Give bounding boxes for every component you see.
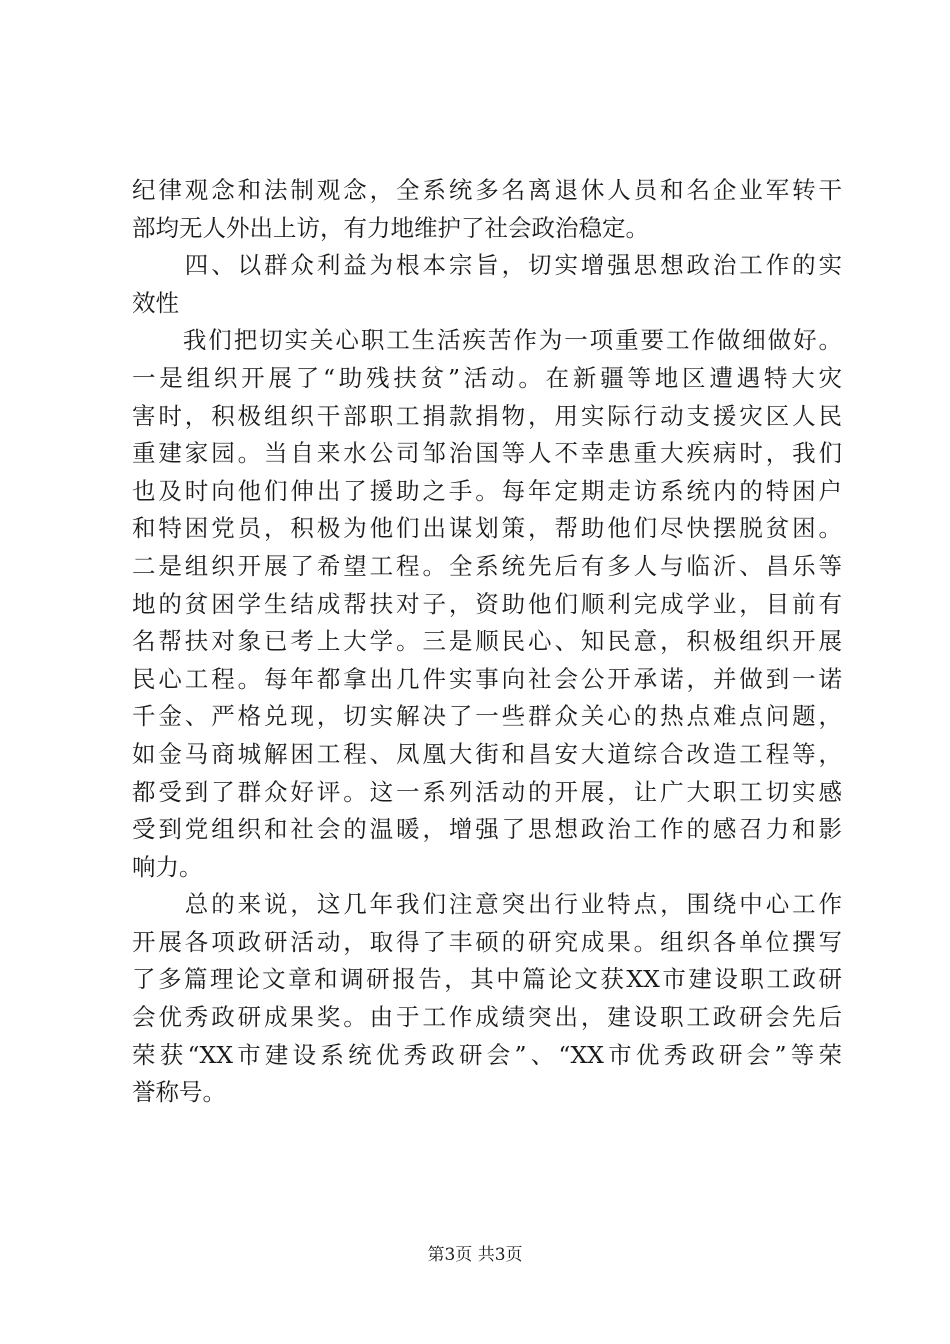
text-line: 地的贫困学生结成帮扶对子，资助他们顺利完成学业，目前有 [132, 589, 842, 618]
text-line: 会优秀政研成果奖。由于工作成绩突出，建设职工政研会先后 [132, 1003, 842, 1032]
text-line: 开展各项政研活动，取得了丰硕的研究成果。组织各单位撰写 [132, 927, 842, 956]
text-line: 响力。 [132, 852, 203, 881]
page-number-label: 第3页 共3页 [427, 1245, 523, 1265]
document-body [132, 172, 842, 1112]
text-line: 部均无人外出上访，有力地维护了社会政治稳定。 [132, 213, 649, 242]
page-footer [0, 1245, 950, 1265]
text-line: 害时，积极组织干部职工捐款捐物，用实际行动支援灾区人民 [132, 401, 842, 430]
text-line: 誉称号。 [132, 1078, 226, 1107]
text-line: 纪律观念和法制观念，全系统多名离退休人员和名企业军转干 [132, 176, 842, 204]
text-line: 民心工程。每年都拿出几件实事向社会公开承诺，并做到一诺 [132, 664, 842, 693]
text-line: 受到党组织和社会的温暖，增强了思想政治工作的感召力和影 [132, 815, 842, 844]
text-line: 了多篇理论文章和调研报告，其中篇论文获XX市建设职工政研 [132, 965, 842, 994]
text-line: 千金、严格兑现，切实解决了一些群众关心的热点难点问题， [132, 702, 842, 731]
text-line: 重建家园。当自来水公司邹治国等人不幸患重大疾病时，我们 [132, 439, 842, 468]
text-line: 和特困党员，积极为他们出谋划策，帮助他们尽快摆脱贫困。 [132, 514, 842, 543]
text-line: 我们把切实关心职工生活疾苦作为一项重要工作做细做好。 [132, 326, 842, 355]
text-line: 荣获“XX市建设系统优秀政研会”、“XX市优秀政研会”等荣 [132, 1040, 842, 1069]
text-line: 一是组织开展了“助残扶贫”活动。在新疆等地区遭遇特大灾 [132, 363, 842, 392]
text-line: 总的来说，这几年我们注意突出行业特点，围绕中心工作 [132, 890, 842, 919]
text-line: 也及时向他们伸出了援助之手。每年定期走访系统内的特困户 [132, 476, 842, 505]
text-line: 四、以群众利益为根本宗旨，切实增强思想政治工作的实 [132, 251, 842, 280]
text-line: 二是组织开展了希望工程。全系统先后有多人与临沂、昌乐等 [132, 551, 842, 580]
text-line: 如金马商城解困工程、凤凰大街和昌安大道综合改造工程等， [132, 739, 842, 768]
text-line: 名帮扶对象已考上大学。三是顺民心、知民意，积极组织开展 [132, 627, 842, 656]
text-line: 都受到了群众好评。这一系列活动的开展，让广大职工切实感 [132, 777, 842, 806]
text-line: 效性 [132, 288, 179, 317]
